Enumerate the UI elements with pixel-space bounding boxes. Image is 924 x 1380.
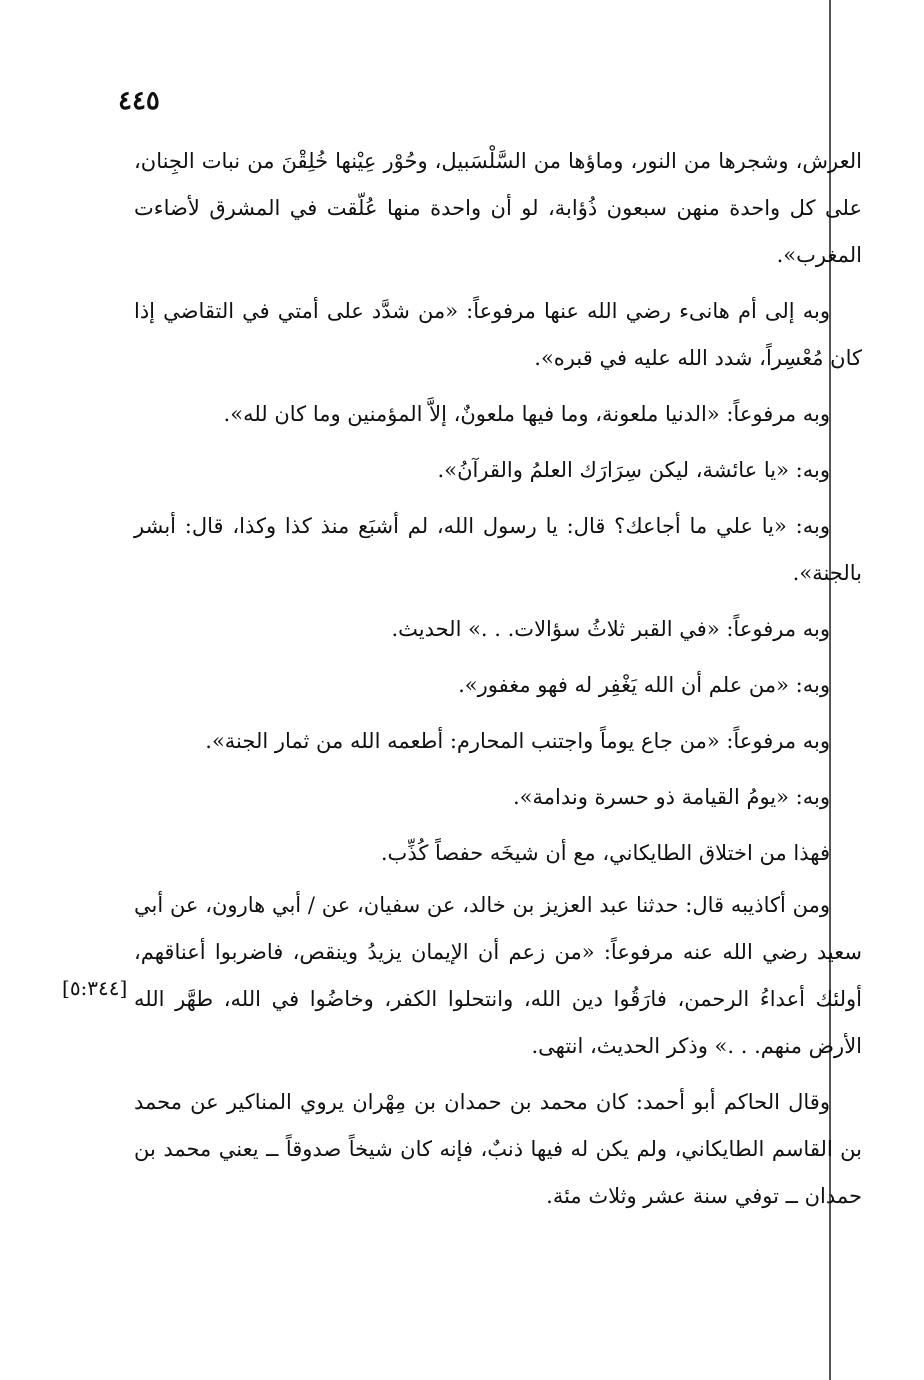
paragraph-hakim: وقال الحاكم أبو أحمد: كان محمد بن حمدان بن مِهْران يروي المناكير عن محمد بن القاسم الطايكاني، ولم يكن له فيها ذنبٌ، فإنه كان شيخاً صدوقاً ــ يعني محمد بن حمدان ــ توفي سنة عشر وثلاث مئة. — [134, 1090, 862, 1208]
page-number: ٤٤٥ — [118, 86, 160, 116]
paragraph-qabr: وبه مرفوعاً: «في القبر ثلاثُ سؤالات. . .» الحديث. — [391, 617, 830, 641]
paragraph-akadhib: ومن أكاذيبه قال: حدثنا عبد العزيز بن خالد، عن سفيان، عن / أبي هارون، عن أبي سعيد رضي الله عنه مرفوعاً: «من زعم أن الإيمان يزيدُ وينقص، فاضربوا أعناقهم، أولئك أعداءُ الرحمن، فارَقُوا دين الله، وانتحلوا الكفر، وخاضُوا في الله، طهَّر الله الأرض منهم. . .» وذكر الحديث، انتهى. — [134, 893, 862, 1058]
page-body-text — [134, 138, 862, 1229]
paragraph-qiyama: وبه: «يومُ القيامة ذو حسرة وندامة». — [512, 785, 830, 809]
margin-reference: [٥:٣٤٤] — [62, 976, 128, 1000]
paragraph-ali: وبه: «يا علي ما أجاعك؟ قال: يا رسول الله، لم أشبَع منذ كذا وكذا، قال: أبشر بالجنة». — [134, 514, 862, 585]
paragraph-continuation: العرش، وشجرها من النور، وماؤها من السَّلْسَبيل، وحُوْر عِيْنها خُلِقْنَ من نبات الجِنان، على كل واحدة منهن سبعون ذُؤابة، لو أن واحدة منها عُلّقت في المشرق لأضاءت المغرب». — [134, 149, 862, 267]
paragraph-jaa: وبه مرفوعاً: «من جاع يوماً واجتنب المحارم: أطعمه الله من ثمار الجنة». — [205, 729, 830, 753]
paragraph-aisha: وبه: «يا عائشة، ليكن سِرَارَك العلمُ والقرآنُ». — [437, 458, 830, 482]
paragraph-dunya: وبه مرفوعاً: «الدنيا ملعونة، وما فيها ملعونٌ، إلاَّ المؤمنين وما كان لله». — [223, 402, 830, 426]
paragraph-ikhtilaq: فهذا من اختلاق الطايكاني، مع أن شيخَه حفصاً كُذِّب. — [380, 841, 830, 865]
paragraph-maghfur: وبه: «من علم أن الله يَغْفِر له فهو مغفور». — [458, 673, 830, 697]
paragraph-umm-hani: وبه إلى أم هانىء رضي الله عنها مرفوعاً: «من شدَّد على أمتي في التقاضي إذا كان مُعْسِراً، شدد الله عليه في قبره». — [134, 299, 862, 370]
